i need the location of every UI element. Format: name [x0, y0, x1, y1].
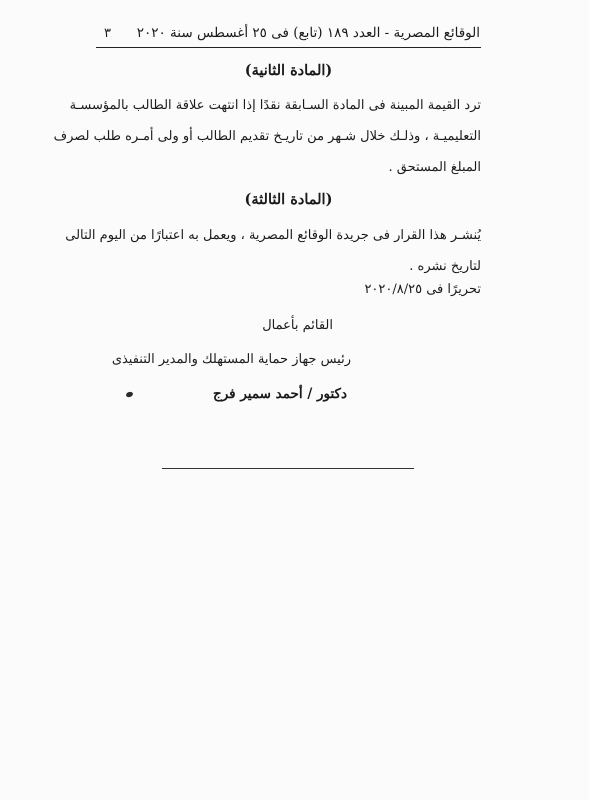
signature-position: رئيس جهاز حماية المستهلك والمدير التنفيذى [111, 352, 351, 367]
article-3-title: (المادة الثالثة) [244, 191, 333, 208]
article-2-line: التعليميـة ، وذلـك خلال شـهر من تاريـخ تقديم الطالب أو ولى أمـره طلب لصرف [53, 129, 481, 144]
signature-acting: القائم بأعمال [262, 318, 333, 333]
page-number: ٣ [104, 25, 111, 41]
end-divider [162, 468, 414, 469]
header-divider [96, 47, 481, 48]
running-title: الوقائع المصرية - العدد ١٨٩ (تابع) فى ٢٥ أغسطس سنة ٢٠٢٠ [136, 25, 480, 41]
article-3-line: يُنشـر هذا القرار فى جريدة الوقائع المصرية ، ويعمل به اعتبارًا من اليوم التالى [65, 228, 481, 243]
article-2-body [53, 90, 481, 183]
page-header [100, 20, 480, 46]
issue-date: تحريرًا فى ٢٠٢٠/٨/٢٥ [364, 282, 481, 297]
article-2-line: ترد القيمة المبينة فى المادة السـابقة نقدًا إذا انتهت علاقة الطالب بالمؤسسـة [69, 98, 481, 113]
signature-name: دكتور / أحمد سمير فرج [213, 386, 347, 402]
article-2-line: المبلغ المستحق . [388, 160, 481, 175]
article-3-line: لتاريخ نشره . [409, 259, 481, 274]
article-2-title: (المادة الثانية) [244, 62, 333, 79]
article-3-body [65, 220, 481, 282]
ink-mark [125, 391, 133, 398]
